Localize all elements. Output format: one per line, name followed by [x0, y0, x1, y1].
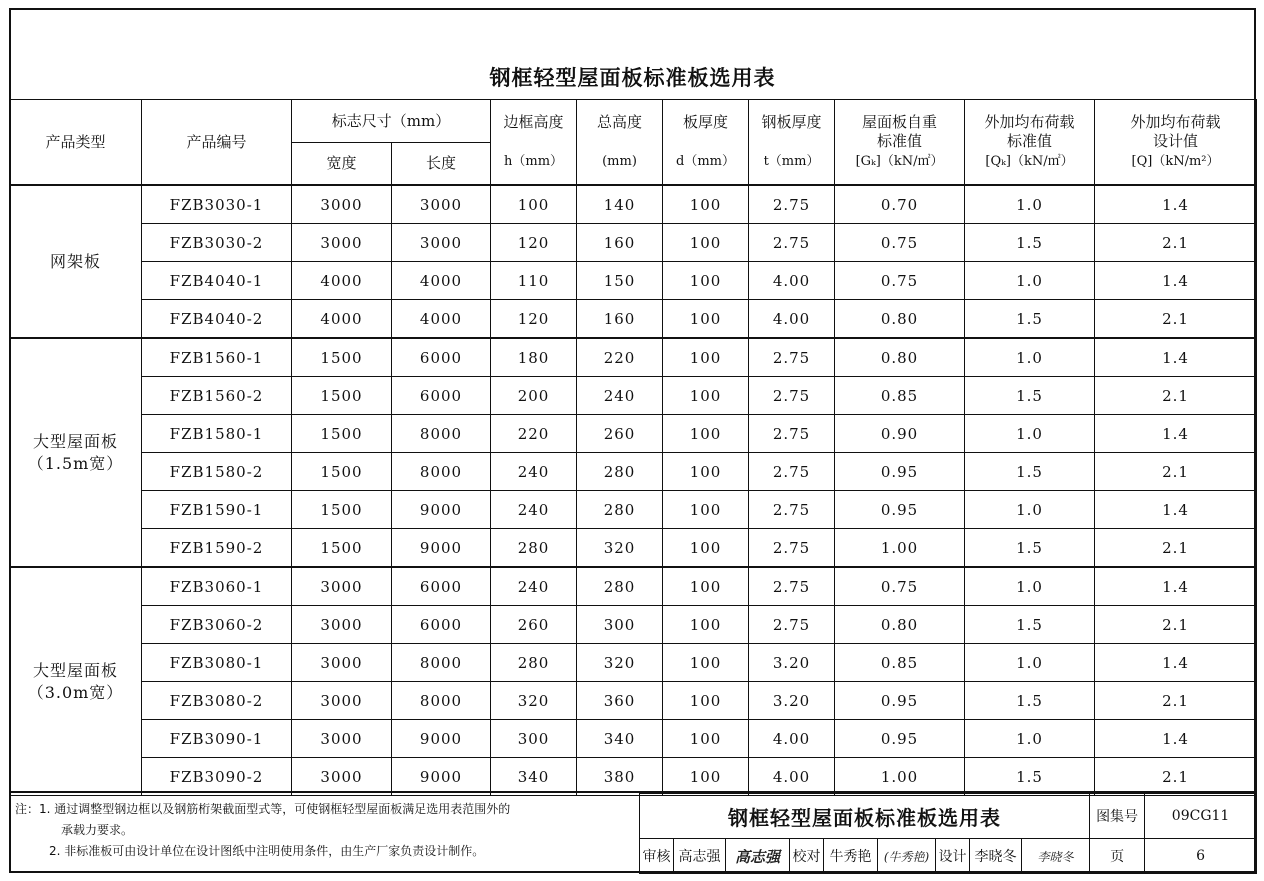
header-total-height: 总高度 (mm)	[577, 100, 663, 186]
table-row	[10, 262, 1257, 300]
atlas-number: 09CG11	[1145, 794, 1257, 839]
steel-thickness-cell: 2.75	[749, 529, 835, 568]
steel-thickness-cell: 3.20	[749, 644, 835, 682]
frame-height-cell: 180	[491, 338, 577, 377]
table-row	[10, 224, 1257, 262]
board-thickness-cell: 100	[663, 567, 749, 606]
header-product-code: 产品编号	[142, 100, 292, 186]
table-row	[10, 644, 1257, 682]
length-cell: 6000	[392, 567, 491, 606]
table-row	[10, 720, 1257, 758]
board-thickness-cell: 100	[663, 185, 749, 224]
self-weight-cell: 0.75	[835, 224, 965, 262]
total-height-cell: 340	[577, 720, 663, 758]
board-thickness-cell: 100	[663, 415, 749, 453]
header-load-standard: 外加均布荷载 标准值 [Qₖ]（kN/㎡）	[965, 100, 1095, 186]
total-height-cell: 280	[577, 567, 663, 606]
load-design-cell: 1.4	[1095, 415, 1257, 453]
designer-signature: 李晓冬	[1022, 839, 1090, 874]
table-row	[10, 491, 1257, 529]
table-row	[10, 758, 1257, 796]
total-height-cell: 240	[577, 377, 663, 415]
load-standard-cell: 1.5	[965, 453, 1095, 491]
note-1: 注：1. 通过调整型钢边框以及钢筋桁架截面型式等，可使钢框轻型屋面板满足选用表范围外的	[15, 802, 511, 816]
steel-thickness-cell: 2.75	[749, 185, 835, 224]
width-cell: 1500	[292, 377, 392, 415]
table-row	[10, 606, 1257, 644]
length-cell: 6000	[392, 606, 491, 644]
title-block	[639, 793, 1257, 874]
header-product-type: 产品类型	[10, 100, 142, 186]
self-weight-cell: 0.70	[835, 185, 965, 224]
header-frame-height: 边框高度 h（mm）	[491, 100, 577, 186]
self-weight-cell: 1.00	[835, 758, 965, 796]
product-type-label: 大型屋面板	[32, 431, 118, 451]
product-type-label: 网架板	[49, 251, 101, 271]
load-design-cell: 2.1	[1095, 377, 1257, 415]
product-code-cell: FZB1580-1	[142, 415, 292, 453]
product-code-cell: FZB3090-2	[142, 758, 292, 796]
load-design-cell: 2.1	[1095, 529, 1257, 568]
product-code-cell: FZB3030-2	[142, 224, 292, 262]
table-row	[10, 453, 1257, 491]
table-row	[10, 377, 1257, 415]
board-thickness-cell: 100	[663, 644, 749, 682]
steel-thickness-cell: 2.75	[749, 377, 835, 415]
frame-height-cell: 260	[491, 606, 577, 644]
table-row	[10, 529, 1257, 568]
product-code-cell: FZB1590-2	[142, 529, 292, 568]
frame-height-cell: 100	[491, 185, 577, 224]
length-cell: 9000	[392, 529, 491, 568]
total-height-cell: 380	[577, 758, 663, 796]
load-standard-cell: 1.5	[965, 606, 1095, 644]
width-cell: 3000	[292, 567, 392, 606]
load-design-cell: 1.4	[1095, 644, 1257, 682]
frame-height-cell: 200	[491, 377, 577, 415]
self-weight-cell: 0.75	[835, 262, 965, 300]
note-2: 2. 非标准板可由设计单位在设计图纸中注明使用条件，由生产厂家负责设计制作。	[49, 844, 485, 858]
self-weight-cell: 0.95	[835, 720, 965, 758]
board-thickness-cell: 100	[663, 758, 749, 796]
frame-height-cell: 240	[491, 491, 577, 529]
width-cell: 3000	[292, 185, 392, 224]
steel-thickness-cell: 2.75	[749, 224, 835, 262]
product-code-cell: FZB4040-1	[142, 262, 292, 300]
board-thickness-cell: 100	[663, 453, 749, 491]
width-cell: 3000	[292, 720, 392, 758]
note-1-continued: 承载力要求。	[61, 823, 134, 837]
load-standard-cell: 1.5	[965, 224, 1095, 262]
width-cell: 4000	[292, 300, 392, 339]
load-standard-cell: 1.0	[965, 644, 1095, 682]
load-design-cell: 2.1	[1095, 224, 1257, 262]
checker-signature: (牛秀艳)	[878, 839, 936, 874]
load-design-cell: 1.4	[1095, 262, 1257, 300]
product-code-cell: FZB3080-1	[142, 644, 292, 682]
product-type-cell	[10, 567, 142, 796]
table-row	[10, 300, 1257, 339]
load-standard-cell: 1.5	[965, 758, 1095, 796]
board-thickness-cell: 100	[663, 491, 749, 529]
total-height-cell: 260	[577, 415, 663, 453]
table-row	[10, 415, 1257, 453]
load-standard-cell: 1.5	[965, 529, 1095, 568]
frame-height-cell: 320	[491, 682, 577, 720]
header-width: 宽度	[292, 143, 392, 186]
frame-height-cell: 240	[491, 567, 577, 606]
total-height-cell: 320	[577, 529, 663, 568]
load-standard-cell: 1.0	[965, 185, 1095, 224]
product-code-cell: FZB3080-2	[142, 682, 292, 720]
load-design-cell: 1.4	[1095, 185, 1257, 224]
board-thickness-cell: 100	[663, 262, 749, 300]
load-standard-cell: 1.5	[965, 300, 1095, 339]
frame-height-cell: 120	[491, 300, 577, 339]
page-title: 钢框轻型屋面板标准板选用表	[489, 66, 776, 90]
steel-thickness-cell: 4.00	[749, 758, 835, 796]
designer-name: 李晓冬	[970, 839, 1022, 874]
header-board-thickness: 板厚度 d（mm）	[663, 100, 749, 186]
width-cell: 4000	[292, 262, 392, 300]
total-height-cell: 160	[577, 224, 663, 262]
width-cell: 1500	[292, 529, 392, 568]
title-block-title: 钢框轻型屋面板标准板选用表	[640, 794, 1090, 839]
product-code-cell: FZB1590-1	[142, 491, 292, 529]
selection-table	[9, 99, 1257, 796]
load-standard-cell: 1.0	[965, 338, 1095, 377]
frame-height-cell: 340	[491, 758, 577, 796]
self-weight-cell: 0.85	[835, 644, 965, 682]
product-type-cell	[10, 185, 142, 338]
checker-name: 牛秀艳	[824, 839, 878, 874]
product-type-label: 大型屋面板	[32, 660, 118, 680]
board-thickness-cell: 100	[663, 377, 749, 415]
header-size-group: 标志尺寸（mm）	[292, 100, 491, 143]
self-weight-cell: 0.80	[835, 338, 965, 377]
product-type-sublabel: （1.5m宽）	[27, 453, 124, 473]
product-code-cell: FZB1560-2	[142, 377, 292, 415]
self-weight-cell: 1.00	[835, 529, 965, 568]
load-standard-cell: 1.5	[965, 682, 1095, 720]
length-cell: 9000	[392, 758, 491, 796]
length-cell: 9000	[392, 720, 491, 758]
total-height-cell: 300	[577, 606, 663, 644]
load-design-cell: 2.1	[1095, 758, 1257, 796]
width-cell: 3000	[292, 606, 392, 644]
frame-height-cell: 280	[491, 644, 577, 682]
board-thickness-cell: 100	[663, 529, 749, 568]
total-height-cell: 280	[577, 491, 663, 529]
length-cell: 6000	[392, 338, 491, 377]
self-weight-cell: 0.90	[835, 415, 965, 453]
footer	[9, 791, 1256, 873]
product-type-cell	[10, 338, 142, 567]
product-code-cell: FZB1580-2	[142, 453, 292, 491]
total-height-cell: 220	[577, 338, 663, 377]
steel-thickness-cell: 4.00	[749, 262, 835, 300]
header-steel-thickness: 钢板厚度 t（mm）	[749, 100, 835, 186]
product-code-cell: FZB3030-1	[142, 185, 292, 224]
load-design-cell: 2.1	[1095, 682, 1257, 720]
table-row	[10, 682, 1257, 720]
length-cell: 4000	[392, 300, 491, 339]
length-cell: 8000	[392, 415, 491, 453]
board-thickness-cell: 100	[663, 224, 749, 262]
reviewer-signature: 高志强	[726, 839, 790, 874]
width-cell: 3000	[292, 224, 392, 262]
steel-thickness-cell: 2.75	[749, 415, 835, 453]
table-row	[10, 567, 1257, 606]
load-standard-cell: 1.0	[965, 720, 1095, 758]
frame-height-cell: 300	[491, 720, 577, 758]
board-thickness-cell: 100	[663, 300, 749, 339]
length-cell: 8000	[392, 453, 491, 491]
table-row	[10, 338, 1257, 377]
table-row	[10, 185, 1257, 224]
load-design-cell: 1.4	[1095, 491, 1257, 529]
steel-thickness-cell: 4.00	[749, 300, 835, 339]
header-self-weight: 屋面板自重 标准值 [Gₖ]（kN/㎡）	[835, 100, 965, 186]
load-design-cell: 1.4	[1095, 720, 1257, 758]
load-design-cell: 2.1	[1095, 606, 1257, 644]
length-cell: 6000	[392, 377, 491, 415]
steel-thickness-cell: 3.20	[749, 682, 835, 720]
frame-height-cell: 110	[491, 262, 577, 300]
review-label: 审核	[640, 839, 674, 874]
total-height-cell: 280	[577, 453, 663, 491]
frame-height-cell: 240	[491, 453, 577, 491]
self-weight-cell: 0.75	[835, 567, 965, 606]
load-standard-cell: 1.0	[965, 491, 1095, 529]
width-cell: 1500	[292, 491, 392, 529]
self-weight-cell: 0.80	[835, 300, 965, 339]
total-height-cell: 360	[577, 682, 663, 720]
steel-thickness-cell: 2.75	[749, 491, 835, 529]
width-cell: 1500	[292, 453, 392, 491]
width-cell: 3000	[292, 758, 392, 796]
total-height-cell: 140	[577, 185, 663, 224]
product-code-cell: FZB3060-2	[142, 606, 292, 644]
board-thickness-cell: 100	[663, 606, 749, 644]
load-design-cell: 2.1	[1095, 300, 1257, 339]
length-cell: 3000	[392, 224, 491, 262]
self-weight-cell: 0.80	[835, 606, 965, 644]
load-standard-cell: 1.0	[965, 262, 1095, 300]
product-code-cell: FZB1560-1	[142, 338, 292, 377]
header-length: 长度	[392, 143, 491, 186]
header-load-design: 外加均布荷载 设计值 [Q]（kN/m²）	[1095, 100, 1257, 186]
total-height-cell: 320	[577, 644, 663, 682]
width-cell: 3000	[292, 682, 392, 720]
self-weight-cell: 0.85	[835, 377, 965, 415]
page-number: 6	[1145, 839, 1257, 874]
steel-thickness-cell: 2.75	[749, 338, 835, 377]
length-cell: 4000	[392, 262, 491, 300]
self-weight-cell: 0.95	[835, 491, 965, 529]
product-code-cell: FZB4040-2	[142, 300, 292, 339]
steel-thickness-cell: 4.00	[749, 720, 835, 758]
width-cell: 1500	[292, 338, 392, 377]
steel-thickness-cell: 2.75	[749, 453, 835, 491]
check-label: 校对	[790, 839, 824, 874]
page-label: 页	[1090, 839, 1145, 874]
frame-height-cell: 220	[491, 415, 577, 453]
notes	[15, 799, 635, 862]
length-cell: 8000	[392, 644, 491, 682]
board-thickness-cell: 100	[663, 682, 749, 720]
product-code-cell: FZB3090-1	[142, 720, 292, 758]
atlas-label: 图集号	[1090, 794, 1145, 839]
frame-height-cell: 120	[491, 224, 577, 262]
design-label: 设计	[936, 839, 970, 874]
load-design-cell: 2.1	[1095, 453, 1257, 491]
width-cell: 1500	[292, 415, 392, 453]
length-cell: 9000	[392, 491, 491, 529]
load-standard-cell: 1.0	[965, 415, 1095, 453]
steel-thickness-cell: 2.75	[749, 606, 835, 644]
frame-height-cell: 280	[491, 529, 577, 568]
reviewer-name: 高志强	[674, 839, 726, 874]
total-height-cell: 160	[577, 300, 663, 339]
length-cell: 8000	[392, 682, 491, 720]
width-cell: 3000	[292, 644, 392, 682]
self-weight-cell: 0.95	[835, 682, 965, 720]
load-design-cell: 1.4	[1095, 338, 1257, 377]
total-height-cell: 150	[577, 262, 663, 300]
steel-thickness-cell: 2.75	[749, 567, 835, 606]
board-thickness-cell: 100	[663, 720, 749, 758]
length-cell: 3000	[392, 185, 491, 224]
load-standard-cell: 1.0	[965, 567, 1095, 606]
load-standard-cell: 1.5	[965, 377, 1095, 415]
product-type-sublabel: （3.0m宽）	[27, 682, 124, 702]
load-design-cell: 1.4	[1095, 567, 1257, 606]
product-code-cell: FZB3060-1	[142, 567, 292, 606]
board-thickness-cell: 100	[663, 338, 749, 377]
self-weight-cell: 0.95	[835, 453, 965, 491]
